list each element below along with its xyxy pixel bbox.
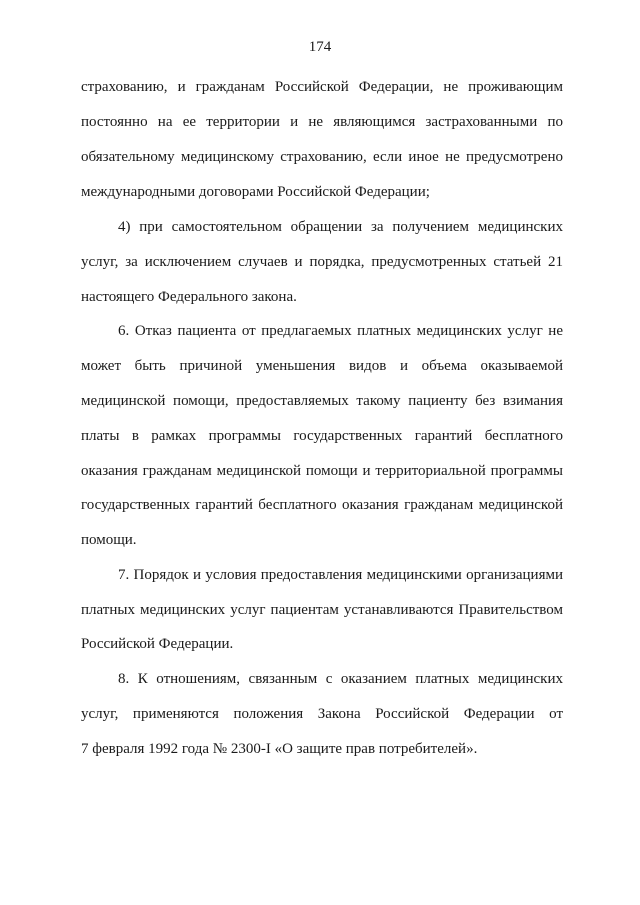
text-line: платы в рамках программы государственных гарантий бесплатного	[81, 428, 563, 444]
text-line: международными договорами Российской Федерации;	[81, 184, 430, 200]
text-line: платных медицинских услуг пациентам устанавливаются Правительством	[81, 602, 563, 618]
text-line: обязательному медицинскому страхованию, если иное не предусмотрено	[81, 149, 563, 165]
text-line: услуг, за исключением случаев и порядка, предусмотренных статьей 21	[81, 254, 563, 270]
text-line: 6. Отказ пациента от предлагаемых платных медицинских услуг не	[118, 323, 563, 339]
text-line: медицинской помощи, предоставляемых такому пациенту без взимания	[81, 393, 563, 409]
text-line: оказания гражданам медицинской помощи и территориальной программы	[81, 463, 563, 479]
text-line: постоянно на ее территории и не являющимся застрахованными по	[81, 114, 563, 130]
text-line: 7 февраля 1992 года № 2300-I «О защите прав потребителей».	[81, 741, 478, 757]
text-line: государственных гарантий бесплатного оказания гражданам медицинской	[81, 497, 563, 513]
text-line: Российской Федерации.	[81, 636, 234, 652]
text-line: 4) при самостоятельном обращении за получением медицинских	[118, 219, 563, 235]
text-line: настоящего Федерального закона.	[81, 289, 297, 305]
text-line: 8. К отношениям, связанным с оказанием платных медицинских	[118, 671, 563, 687]
text-line: может быть причиной уменьшения видов и объема оказываемой	[81, 358, 563, 374]
page-number: 174	[308, 39, 332, 55]
text-line: помощи.	[81, 532, 137, 548]
text-line: страхованию, и гражданам Российской Федерации, не проживающим	[81, 79, 563, 95]
text-line: 7. Порядок и условия предоставления медицинскими организациями	[118, 567, 563, 583]
text-line: услуг, применяются положения Закона Российской Федерации от	[81, 706, 563, 722]
